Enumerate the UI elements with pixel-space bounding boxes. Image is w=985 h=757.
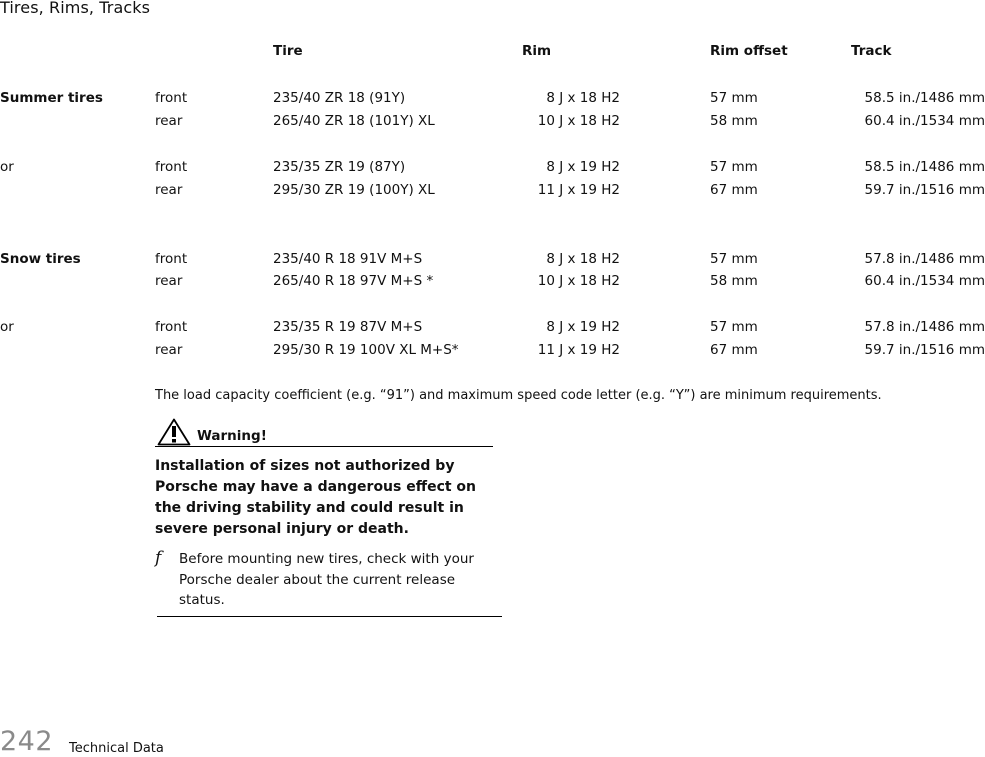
rim-offset: 67 mm xyxy=(710,342,758,358)
axle-position: rear xyxy=(155,113,183,129)
table-row xyxy=(0,251,985,269)
rim-size: 8 J x 19 H2 xyxy=(546,319,620,335)
footer-section-label: Technical Data xyxy=(69,741,164,756)
rim-offset: 57 mm xyxy=(710,251,758,267)
section-title: Tires, Rims, Tracks xyxy=(0,0,151,17)
warning-bottom-rule xyxy=(157,616,502,617)
instruction-line: Porsche dealer about the current release xyxy=(179,571,456,588)
rim-size: 8 J x 18 H2 xyxy=(546,251,620,267)
track-width: 60.4 in./1534 mm xyxy=(864,273,985,289)
rim-offset: 57 mm xyxy=(710,159,758,175)
tire-size: 265/40 ZR 18 (101Y) XL xyxy=(273,113,435,129)
track-width: 59.7 in./1516 mm xyxy=(864,182,985,198)
rim-offset: 67 mm xyxy=(710,182,758,198)
table-row xyxy=(0,319,985,337)
warning-triangle-icon xyxy=(157,418,191,446)
track-width: 57.8 in./1486 mm xyxy=(864,251,985,267)
track-width: 57.8 in./1486 mm xyxy=(864,319,985,335)
table-row xyxy=(0,159,985,177)
header-rim: Rim xyxy=(522,43,552,59)
header-track: Track xyxy=(851,43,892,59)
tire-size: 295/30 ZR 19 (100Y) XL xyxy=(273,182,435,198)
step-bullet-icon: f xyxy=(155,548,162,568)
rim-size: 10 J x 18 H2 xyxy=(537,273,620,289)
rim-size: 11 J x 19 H2 xyxy=(537,342,620,358)
warning-line: Porsche may have a dangerous effect on xyxy=(155,479,477,495)
warning-message xyxy=(155,456,495,540)
warning-line: the driving stability and could result in xyxy=(155,500,464,516)
tire-size: 235/40 ZR 18 (91Y) xyxy=(273,90,406,106)
tire-size: 235/35 R 19 87V M+S xyxy=(273,319,423,335)
axle-position: rear xyxy=(155,273,183,289)
rim-size: 8 J x 18 H2 xyxy=(546,90,620,106)
warning-line: severe personal injury or death. xyxy=(155,521,409,537)
tire-size: 235/35 ZR 19 (87Y) xyxy=(273,159,406,175)
tire-size: 235/40 R 18 91V M+S xyxy=(273,251,423,267)
table-row xyxy=(0,273,985,291)
instruction-line: Before mounting new tires, check with your xyxy=(179,551,474,567)
axle-position: rear xyxy=(155,182,183,198)
rim-size: 11 J x 19 H2 xyxy=(537,182,620,198)
rim-size: 8 J x 19 H2 xyxy=(546,159,620,175)
track-width: 58.5 in./1486 mm xyxy=(864,90,985,106)
track-width: 60.4 in./1534 mm xyxy=(864,113,985,129)
track-width: 59.7 in./1516 mm xyxy=(864,342,985,358)
row-group-label: Snow tires xyxy=(0,251,81,267)
warning-line: Installation of sizes not authorized by xyxy=(155,458,455,474)
instruction-text xyxy=(179,549,494,611)
header-rim-offset: Rim offset xyxy=(710,43,788,59)
table-row xyxy=(0,342,985,360)
axle-position: front xyxy=(155,159,188,175)
axle-position: rear xyxy=(155,342,183,358)
row-group-label: Summer tires xyxy=(0,90,103,106)
warning-header xyxy=(155,416,493,447)
rim-offset: 58 mm xyxy=(710,113,758,129)
load-capacity-note: The load capacity coefficient (e.g. “91”) and maximum speed code letter (e.g. “Y”) are minimum requirements. xyxy=(155,388,882,403)
tire-size: 295/30 R 19 100V XL M+S* xyxy=(273,342,459,358)
tire-size: 265/40 R 18 97V M+S * xyxy=(273,273,434,289)
table-row xyxy=(0,182,985,200)
axle-position: front xyxy=(155,90,188,106)
rim-size: 10 J x 18 H2 xyxy=(537,113,620,129)
axle-position: front xyxy=(155,251,188,267)
warning-title: Warning! xyxy=(197,428,267,444)
header-tire: Tire xyxy=(273,43,303,59)
track-width: 58.5 in./1486 mm xyxy=(864,159,985,175)
axle-position: front xyxy=(155,319,188,335)
row-group-label: or xyxy=(0,319,14,335)
rim-offset: 57 mm xyxy=(710,90,758,106)
rim-offset: 58 mm xyxy=(710,273,758,289)
table-row xyxy=(0,90,985,108)
table-row xyxy=(0,113,985,131)
instruction-line: status. xyxy=(179,592,225,608)
row-group-label: or xyxy=(0,159,14,175)
rim-offset: 57 mm xyxy=(710,319,758,335)
page-number: 242 xyxy=(0,726,54,757)
